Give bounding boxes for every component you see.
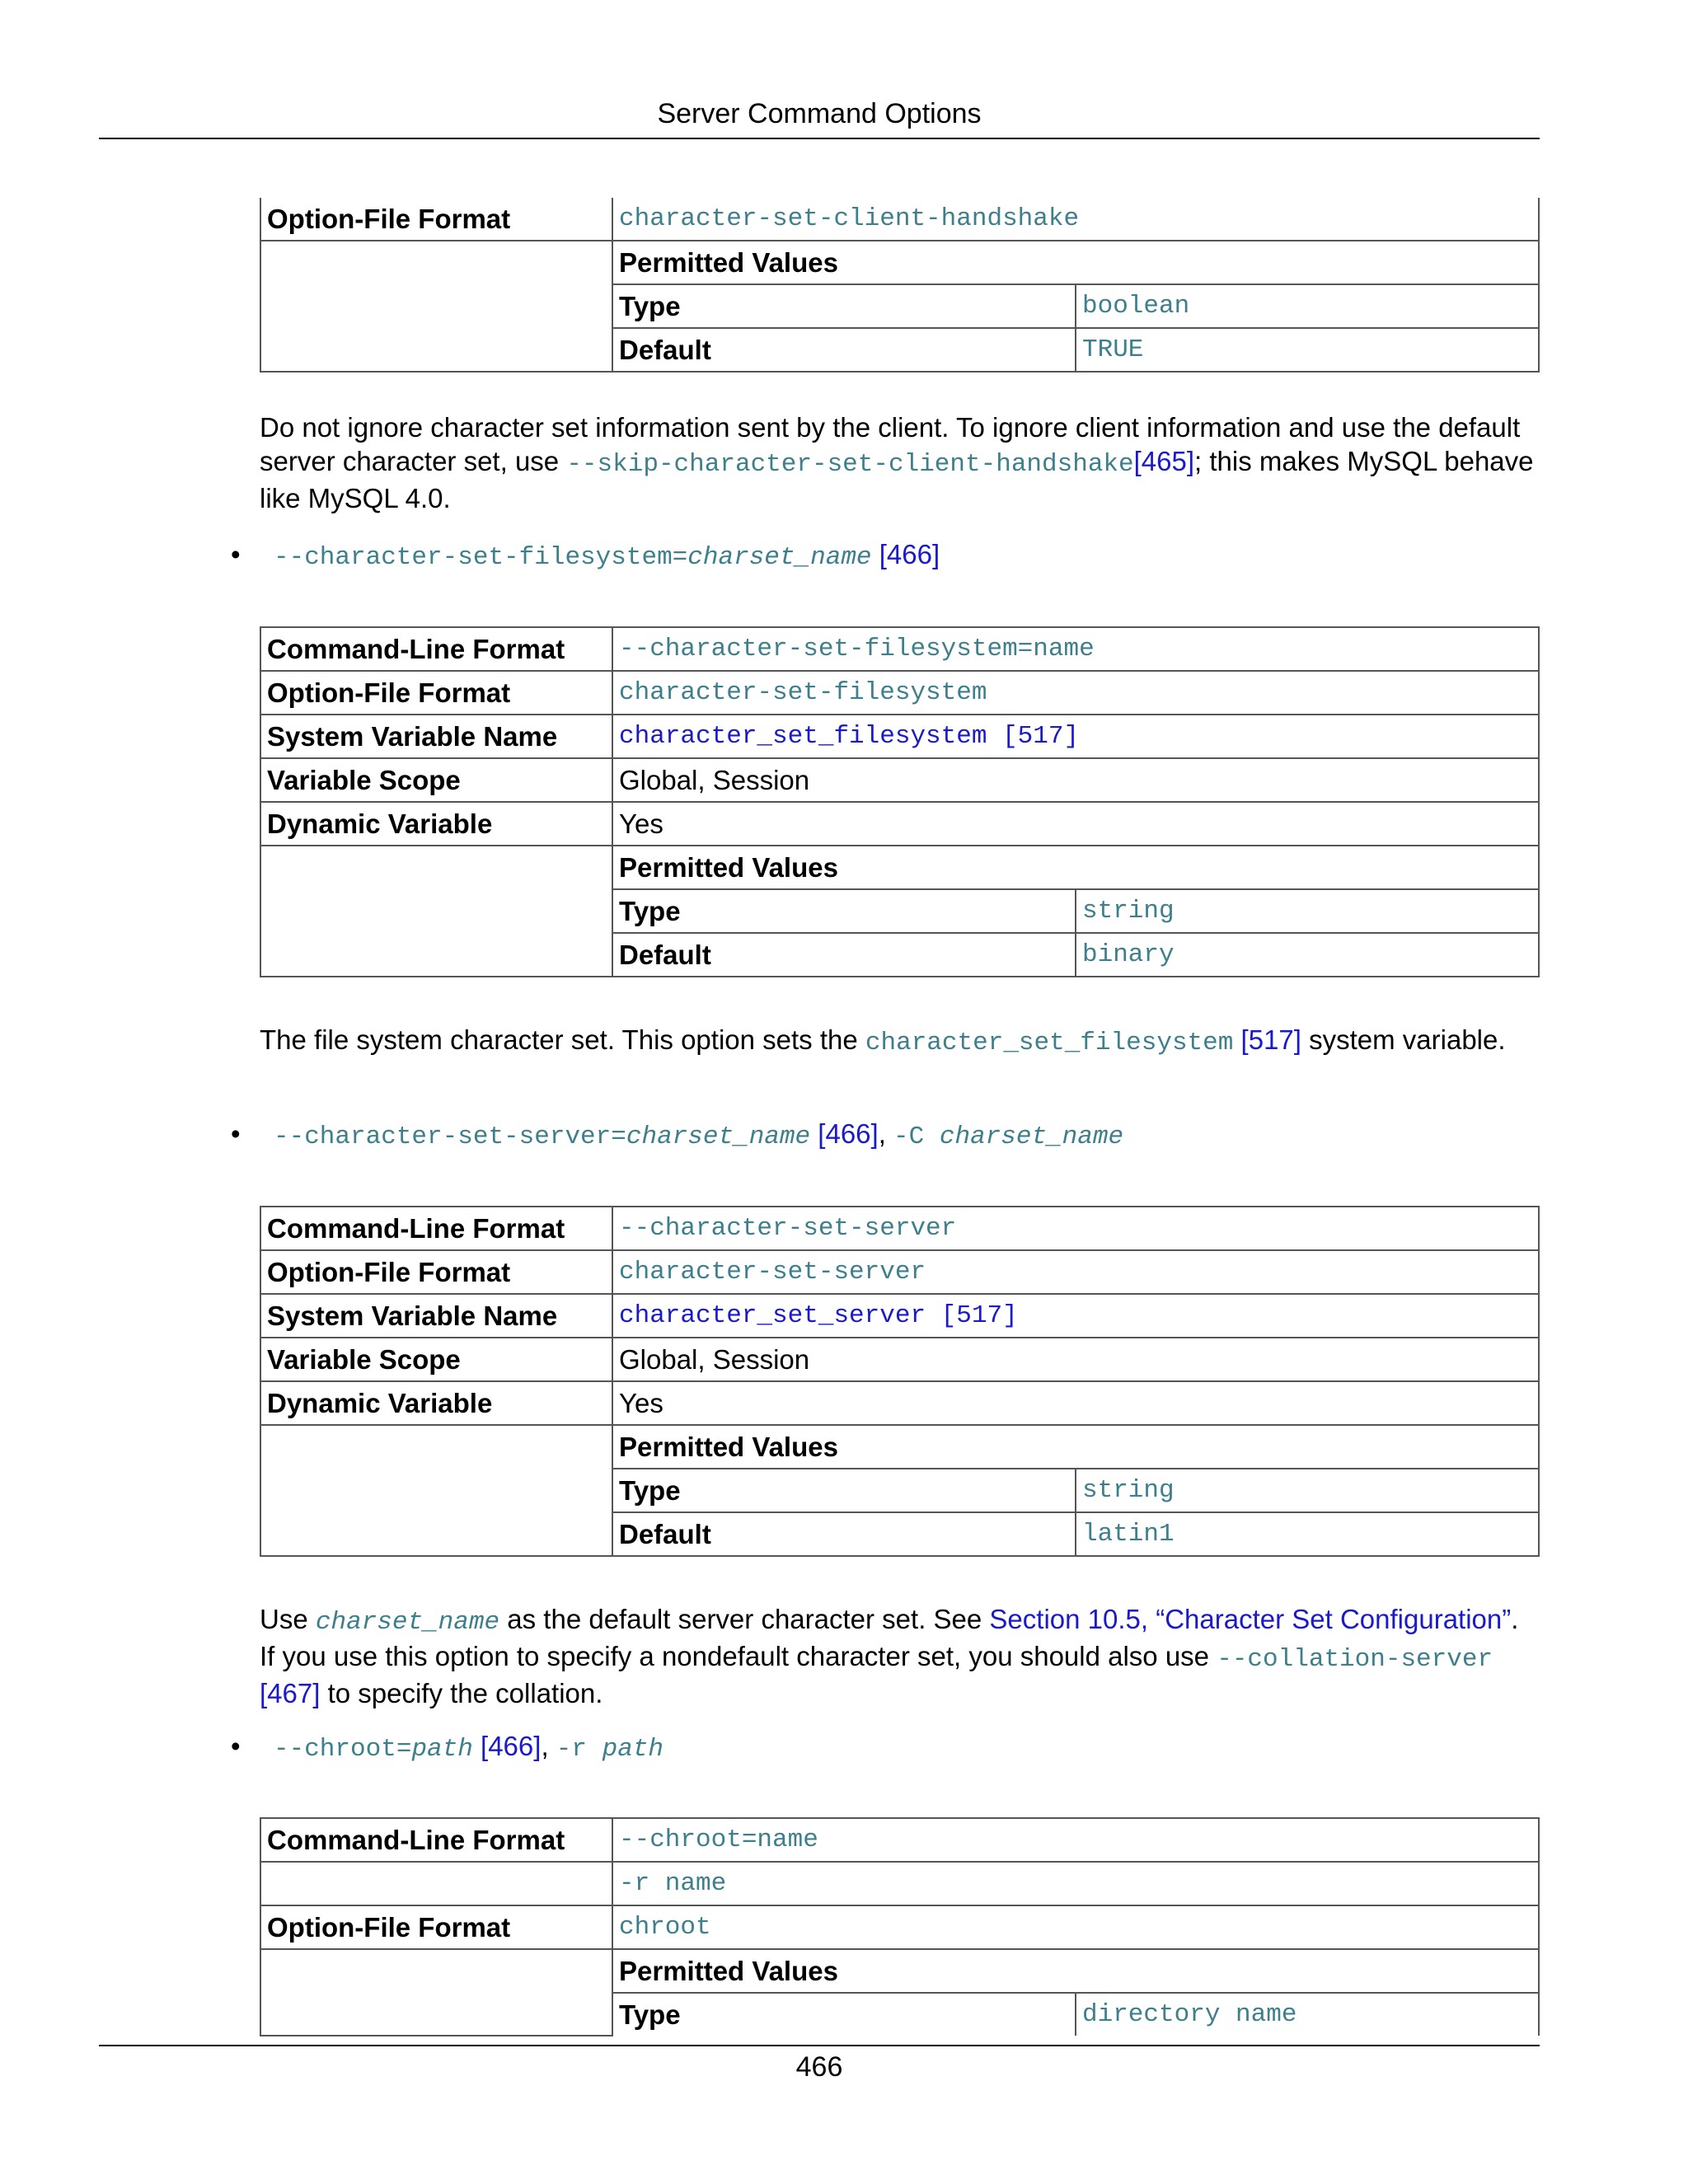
default-value: TRUE [1076, 328, 1539, 372]
table-blank-cell [260, 846, 612, 977]
option-code: --chroot= [274, 1735, 412, 1764]
page-number: 466 [795, 2051, 843, 2083]
table-value: --character-set-server [612, 1207, 1539, 1250]
option-code: --character-set-server= [274, 1122, 626, 1151]
table-value: --character-set-filesystem=name [612, 627, 1539, 671]
table-label: Option-File Format [260, 1905, 612, 1949]
paragraph-text: . If you use this option to specify a nondefault character set, you should also use [260, 1604, 1519, 1671]
table-value: character-set-server [612, 1250, 1539, 1294]
option-code-italic: charset_name [626, 1122, 811, 1151]
type-value: boolean [1076, 284, 1539, 328]
table-label: Variable Scope [260, 758, 612, 802]
default-label: Default [612, 328, 1076, 372]
table-value: character-set-client-handshake [612, 198, 1539, 241]
permitted-values-heading: Permitted Values [612, 1949, 1539, 1993]
table-value: Yes [612, 1381, 1539, 1425]
table-label: System Variable Name [260, 715, 612, 758]
paragraph-text: system variable. [1301, 1024, 1506, 1055]
table-label: Dynamic Variable [260, 1381, 612, 1425]
header-rule [99, 138, 1540, 139]
page-reference-link[interactable]: [465] [1133, 446, 1195, 476]
paragraph-text: to specify the collation. [320, 1678, 603, 1708]
permitted-values-heading: Permitted Values [612, 241, 1539, 284]
page-reference-link[interactable]: [467] [260, 1678, 321, 1708]
table-label: System Variable Name [260, 1294, 612, 1338]
table-value: Yes [612, 802, 1539, 846]
bullet-icon: • [231, 1118, 241, 1149]
description-paragraph [260, 1023, 1540, 1060]
option-table-character-set-filesystem [260, 626, 1540, 977]
type-label: Type [612, 1993, 1076, 2036]
page-reference-link[interactable]: [466] [818, 1118, 879, 1149]
option-code-italic: path [411, 1735, 473, 1764]
bullet-icon: • [231, 1731, 241, 1761]
table-blank-cell [260, 1949, 612, 2036]
option-table-chroot [260, 1817, 1540, 2036]
footer-rule [99, 2045, 1540, 2046]
option-code-italic: charset_name [315, 1608, 500, 1637]
paragraph-text: Use [260, 1604, 316, 1634]
section-link[interactable]: Section 10.5, “Character Set Configuration” [989, 1604, 1512, 1634]
page-reference-link[interactable]: [517] [1240, 1024, 1301, 1055]
type-value: string [1076, 889, 1539, 933]
table-label: Command-Line Format [260, 1818, 612, 1862]
table-label: Dynamic Variable [260, 802, 612, 846]
default-label: Default [612, 933, 1076, 977]
description-paragraph [260, 1602, 1540, 1710]
option-code-italic: charset_name [687, 543, 872, 572]
page-reference-link[interactable]: [466] [879, 539, 940, 569]
separator-text: , [878, 1118, 894, 1149]
table-value: --chroot=name [612, 1818, 1539, 1862]
description-paragraph [260, 410, 1540, 515]
separator-text: , [541, 1731, 556, 1761]
paragraph-text: as the default server character set. See [499, 1604, 990, 1634]
paragraph-text: The file system character set. This option sets the [260, 1024, 865, 1055]
table-blank-cell [260, 1425, 612, 1556]
table-value: -r name [612, 1862, 1539, 1905]
option-link-code[interactable]: --skip-character-set-client-handshake [566, 450, 1134, 479]
type-value: string [1076, 1469, 1539, 1512]
paragraph-text: Do not ignore character set information sent by the client. To ignore client information and use the default server character set, use [260, 412, 1521, 476]
type-label: Type [612, 889, 1076, 933]
option-code: --character-set-filesystem= [274, 543, 688, 572]
page-header-title: Server Command Options [657, 98, 982, 129]
table-label: Option-File Format [260, 198, 612, 241]
default-label: Default [612, 1512, 1076, 1556]
paragraph-text: ; this makes MySQL behave like MySQL 4.0. [260, 446, 1534, 513]
table-label: Command-Line Format [260, 1207, 612, 1250]
option-table-character-set-server [260, 1206, 1540, 1557]
table-label: Variable Scope [260, 1338, 612, 1381]
permitted-values-heading: Permitted Values [612, 846, 1539, 889]
permitted-values-heading: Permitted Values [612, 1425, 1539, 1469]
bullet-icon: • [231, 539, 241, 569]
page-reference-link[interactable]: [466] [481, 1731, 542, 1761]
system-variable-link[interactable]: character_set_filesystem [517] [612, 715, 1539, 758]
table-value: Global, Session [612, 758, 1539, 802]
option-table-client-handshake [260, 198, 1540, 373]
short-option-italic: path [602, 1735, 664, 1764]
type-value: directory name [1076, 1993, 1539, 2036]
system-variable-code[interactable]: character_set_filesystem [865, 1029, 1234, 1057]
short-option-italic: charset_name [939, 1122, 1124, 1151]
type-label: Type [612, 1469, 1076, 1512]
table-label: Command-Line Format [260, 627, 612, 671]
table-label: Option-File Format [260, 1250, 612, 1294]
table-label: Option-File Format [260, 671, 612, 715]
system-variable-link[interactable]: character_set_server [517] [612, 1294, 1539, 1338]
default-value: binary [1076, 933, 1539, 977]
table-blank-cell [260, 241, 612, 372]
short-option-code: -r [556, 1735, 603, 1764]
default-value: latin1 [1076, 1512, 1539, 1556]
table-value: character-set-filesystem [612, 671, 1539, 715]
short-option-code: -C [893, 1122, 940, 1151]
option-link-code[interactable]: --collation-server [1217, 1645, 1493, 1674]
table-value: chroot [612, 1905, 1539, 1949]
table-value: Global, Session [612, 1338, 1539, 1381]
type-label: Type [612, 284, 1076, 328]
table-label [260, 1862, 612, 1905]
